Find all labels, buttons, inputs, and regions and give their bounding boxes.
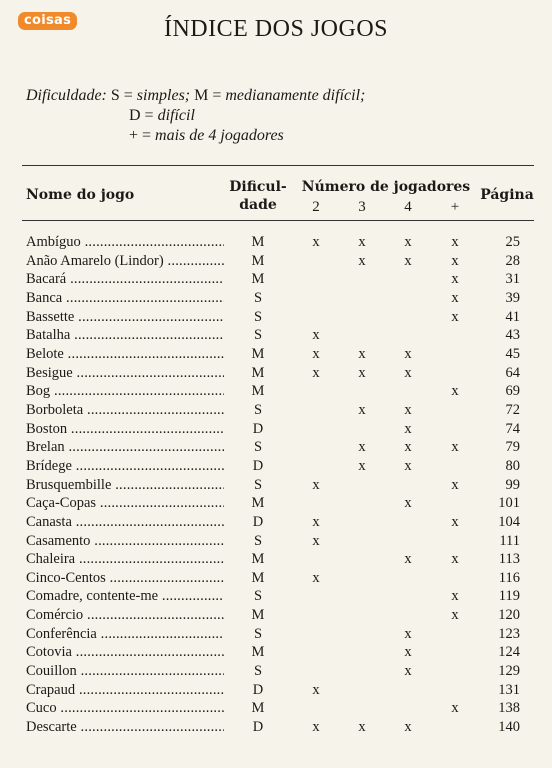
legend-m-key: M = [194,87,222,104]
page-number: 104 [498,513,520,530]
game-name: Cuco ..... [26,699,224,717]
page-number: 129 [498,663,520,680]
players-plus-cell: x [451,513,459,530]
game-name: Brelan ..... [26,438,224,456]
game-name: Bog ..... [26,382,224,400]
difficulty-cell: S [253,401,263,418]
table-row [0,420,552,439]
difficulty-cell: S [253,532,263,549]
difficulty-cell: S [253,588,263,605]
header-players: Número de jogadores [301,179,471,195]
table-header-rule [22,220,534,221]
header-game-name: Nome do jogo [26,187,135,203]
players-plus-cell: x [451,439,459,456]
difficulty-cell: D [252,719,264,736]
difficulty-legend [26,86,365,146]
page-number: 140 [498,719,520,736]
players-4-cell: x [404,644,412,661]
page-number: 45 [505,345,520,362]
table-row [0,382,552,401]
players-4-cell: x [404,495,412,512]
table-row [0,476,552,495]
page-number: 25 [505,234,520,250]
players-3-cell: x [358,345,366,362]
table-row [0,364,552,383]
players-2-cell: x [312,234,320,250]
game-name: Bacará ..... [26,270,224,288]
table-row [0,233,552,252]
table-top-rule [22,165,534,166]
page-number: 43 [505,327,520,344]
legend-row-3 [26,126,365,146]
page-number: 74 [505,420,520,437]
difficulty-cell: M [251,607,265,624]
site-logo: coisas [18,12,77,30]
legend-m-value: medianamente difícil; [225,87,366,104]
difficulty-cell: S [253,289,263,306]
players-4-cell: x [404,364,412,381]
header-players-4: 4 [404,199,412,215]
page-number: 111 [499,532,520,549]
header-players-2: 2 [312,199,320,215]
table-row [0,606,552,625]
players-2-cell: x [312,513,320,530]
page-number: 138 [498,700,520,717]
difficulty-cell: M [251,495,265,512]
difficulty-cell: D [252,457,264,474]
table-row [0,569,552,588]
header-page: Página [480,187,534,203]
legend-plus-key: + = [129,127,152,144]
game-name: Bassette ..... [26,308,224,326]
page-number: 41 [505,308,520,325]
legend-d-value: difícil [157,107,195,124]
players-2-cell: x [312,719,320,736]
table-row [0,289,552,308]
page-number: 39 [505,289,520,306]
game-name: Brusquembille ..... [26,476,224,494]
players-4-cell: x [404,719,412,736]
players-3-cell: x [358,252,366,269]
difficulty-cell: D [252,513,264,530]
players-3-cell: x [358,457,366,474]
legend-plus-value: mais de 4 jogadores [155,127,284,144]
players-4-cell: x [404,551,412,568]
page-number: 72 [505,401,520,418]
page-number: 131 [498,681,520,698]
players-plus-cell: x [451,271,459,288]
page-number: 124 [498,644,520,661]
page-number: 116 [498,569,520,586]
legend-d-key: D = [129,107,154,124]
difficulty-cell: M [251,551,265,568]
players-plus-cell: x [451,383,459,400]
players-2-cell: x [312,364,320,381]
players-2-cell: x [312,345,320,362]
difficulty-cell: S [253,476,263,493]
page-number: 101 [498,495,520,512]
players-3-cell: x [358,719,366,736]
game-name: Couillon ..... [26,662,224,680]
difficulty-cell: M [251,644,265,661]
players-2-cell: x [312,532,320,549]
game-name: Descarte ..... [26,718,224,736]
game-name: Ambíguo ..... [26,233,224,251]
players-3-cell: x [358,439,366,456]
players-3-cell: x [358,234,366,250]
legend-s-value: simples; [136,87,191,104]
legend-label: Dificuldade: [26,87,107,104]
table-row [0,643,552,662]
table-row [0,681,552,700]
game-name: Brídege ..... [26,457,224,475]
game-name: Besigue ..... [26,364,224,382]
page-number: 64 [505,364,520,381]
game-name: Caça-Copas ..... [26,494,224,512]
table-row [0,326,552,345]
players-3-cell: x [358,401,366,418]
players-4-cell: x [404,345,412,362]
players-4-cell: x [404,401,412,418]
players-plus-cell: x [451,607,459,624]
page-number: 113 [498,551,520,568]
difficulty-cell: M [251,271,265,288]
game-name: Borboleta ..... [26,401,224,419]
header-difficulty-line-1: Dificul- [229,179,287,195]
page-number: 31 [505,271,520,288]
table-row [0,532,552,551]
players-2-cell: x [312,476,320,493]
difficulty-cell: M [251,383,265,400]
players-2-cell: x [312,569,320,586]
difficulty-cell: D [252,681,264,698]
game-name: Chaleira ..... [26,550,224,568]
page-number: 80 [505,457,520,474]
header-difficulty-line-2: dade [239,197,277,213]
table-row [0,308,552,327]
page-title: ÍNDICE DOS JOGOS [163,16,388,42]
difficulty-cell: S [253,439,263,456]
game-name: Comércio ..... [26,606,224,624]
table-row [0,587,552,606]
players-plus-cell: x [451,476,459,493]
game-name: Batalha ..... [26,326,224,344]
header-difficulty [226,178,290,214]
table-row [0,457,552,476]
players-3-cell: x [358,364,366,381]
games-table-body [0,233,552,737]
players-plus-cell: x [451,551,459,568]
game-name: Anão Amarelo (Lindor) ..... [26,252,224,270]
page-number: 120 [498,607,520,624]
players-4-cell: x [404,625,412,642]
page-number: 119 [498,588,520,605]
table-row [0,252,552,271]
players-plus-cell: x [451,700,459,717]
players-4-cell: x [404,252,412,269]
players-4-cell: x [404,457,412,474]
players-plus-cell: x [451,588,459,605]
difficulty-cell: M [251,345,265,362]
players-plus-cell: x [451,308,459,325]
page-number: 99 [505,476,520,493]
table-row [0,699,552,718]
difficulty-cell: M [251,234,265,250]
difficulty-cell: D [252,420,264,437]
page-number: 123 [498,625,520,642]
game-name: Canasta ..... [26,513,224,531]
legend-row-1 [26,86,365,106]
difficulty-cell: S [253,625,263,642]
table-row [0,345,552,364]
players-plus-cell: x [451,289,459,306]
game-name: Casamento ..... [26,532,224,550]
difficulty-cell: M [251,252,265,269]
game-name: Banca ..... [26,289,224,307]
players-plus-cell: x [451,234,459,250]
difficulty-cell: M [251,569,265,586]
table-row [0,550,552,569]
difficulty-cell: M [251,700,265,717]
legend-s-key: S = [110,87,133,104]
page-number: 79 [505,439,520,456]
game-name: Crapaud ..... [26,681,224,699]
players-4-cell: x [404,420,412,437]
difficulty-cell: M [251,364,265,381]
game-name: Belote ..... [26,345,224,363]
difficulty-cell: S [253,308,263,325]
players-4-cell: x [404,439,412,456]
table-row [0,718,552,737]
difficulty-cell: S [253,327,263,344]
table-row [0,438,552,457]
game-name: Conferência ..... [26,625,224,643]
page-number: 69 [505,383,520,400]
table-row [0,494,552,513]
page-number: 28 [505,252,520,269]
table-row [0,270,552,289]
game-name: Comadre, contente-me ..... [26,587,224,605]
header-players-3: 3 [358,199,366,215]
game-name: Cotovia ..... [26,643,224,661]
players-2-cell: x [312,327,320,344]
players-4-cell: x [404,234,412,250]
players-4-cell: x [404,663,412,680]
table-row [0,625,552,644]
players-2-cell: x [312,681,320,698]
header-players-plus: + [450,199,460,215]
difficulty-cell: S [253,663,263,680]
table-row [0,662,552,681]
table-row [0,401,552,420]
legend-row-2 [26,106,365,126]
players-plus-cell: x [451,252,459,269]
table-row [0,513,552,532]
game-name: Boston ..... [26,420,224,438]
game-name: Cinco-Centos ..... [26,569,224,587]
